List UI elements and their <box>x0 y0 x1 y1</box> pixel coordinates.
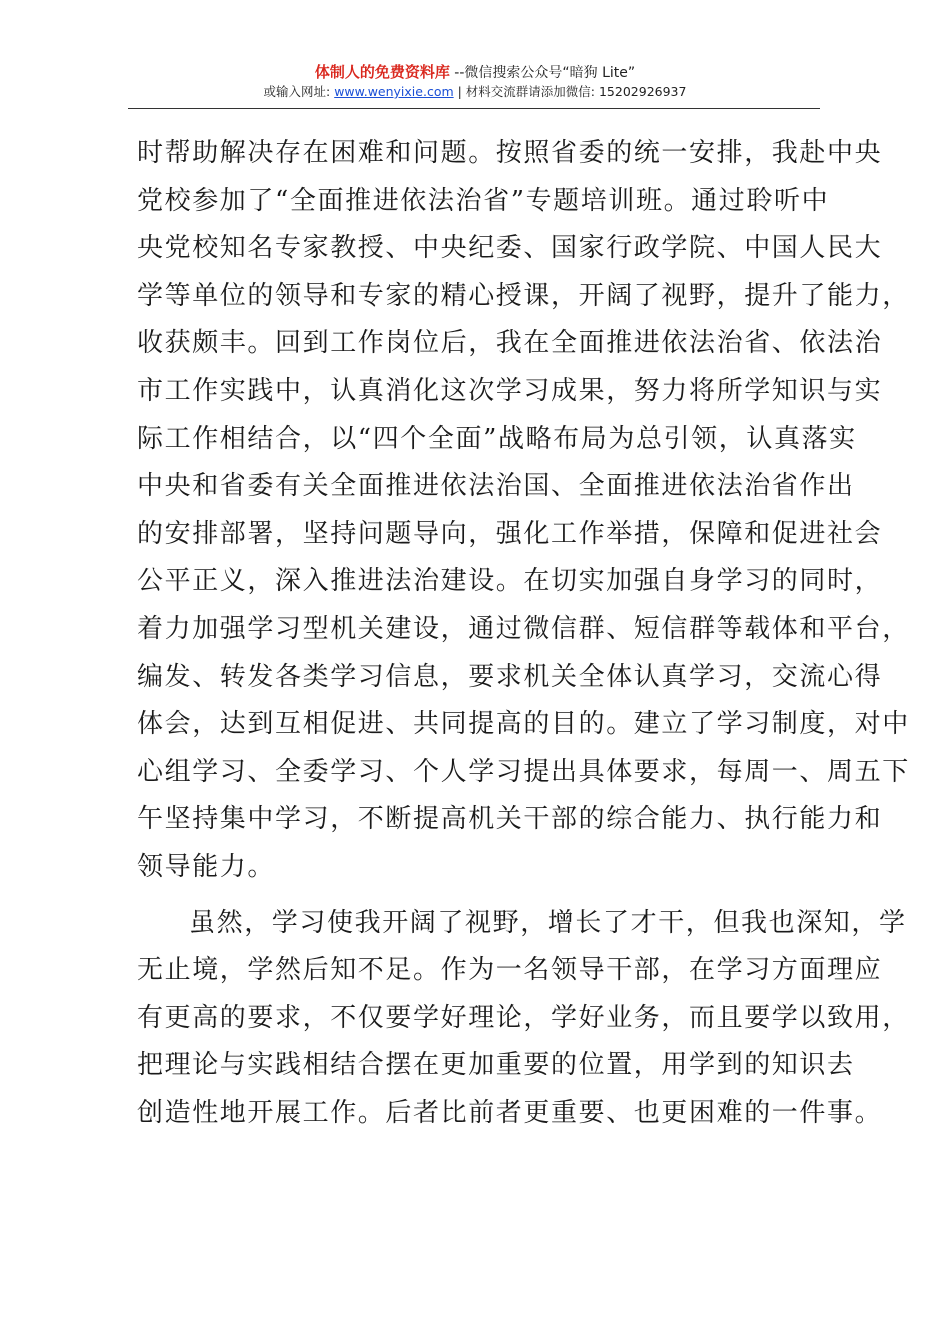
header-title-line <box>0 62 950 83</box>
contact-info: | 材料交流群请添加微信: 15202926937 <box>453 84 687 99</box>
text-line: 学等单位的领导和专家的精心授课，开阔了视野，提升了能力， <box>137 280 910 311</box>
text-line: 际工作相结合，以“四个全面”战略布局为总引领，认真落实 <box>137 423 857 454</box>
text-line: 编发、转发各类学习信息，要求机关全体认真学习，交流心得 <box>137 661 883 692</box>
text-line: 领导能力。 <box>137 851 276 882</box>
text-line: 时帮助解决存在困难和问题。按照省委的统一安排，我赴中央 <box>137 138 883 168</box>
text-line: 党校参加了“全面推进依法治省”专题培训班。通过聆听中 <box>137 185 830 216</box>
text-line: 市工作实践中，认真消化这次学习成果，努力将所学知识与实 <box>137 375 883 406</box>
url-prefix: 或输入网址: <box>263 84 335 99</box>
text-line: 收获颇丰。回到工作岗位后，我在全面推进依法治省、依法治 <box>137 328 883 359</box>
paragraph-2 <box>137 900 910 1138</box>
header-info-line <box>0 83 950 101</box>
text-line: 虽然，学习使我开阔了视野，增长了才干，但我也深知，学 <box>189 907 907 938</box>
page-header <box>0 62 950 101</box>
document-body <box>137 130 910 1137</box>
text-line: 体会，达到互相促进、共同提高的目的。建立了学习制度，对中 <box>137 709 910 740</box>
brand-title: 体制人的免费资料库 <box>314 63 450 81</box>
text-line: 中央和省委有关全面推进依法治国、全面推进依法治省作出 <box>137 471 855 502</box>
text-line: 的安排部署，坚持问题导向，强化工作举措，保障和促进社会 <box>137 518 883 549</box>
text-line: 无止境，学然后知不足。作为一名领导干部，在学习方面理应 <box>137 955 883 986</box>
text-line: 着力加强学习型机关建设，通过微信群、短信群等载体和平台， <box>137 613 910 644</box>
website-link[interactable]: www.wenyixie.com <box>334 84 454 99</box>
text-line: 有更高的要求，不仅要学好理论，学好业务，而且要学以致用， <box>137 1002 910 1033</box>
text-line: 央党校知名专家教授、中央纪委、国家行政学院、中国人民大 <box>137 233 883 264</box>
text-line: 创造性地开展工作。后者比前者更重要、也更困难的一件事。 <box>137 1097 883 1128</box>
header-divider <box>128 108 820 109</box>
text-line: 午坚持集中学习，不断提高机关干部的综合能力、执行能力和 <box>137 804 883 835</box>
paragraph-1 <box>137 130 910 892</box>
header-tagline: --微信搜索公众号“暗狗 Lite” <box>449 65 636 81</box>
text-line: 公平正义，深入推进法治建设。在切实加强自身学习的同时， <box>137 566 883 597</box>
text-line: 心组学习、全委学习、个人学习提出具体要求，每周一、周五下 <box>137 756 910 787</box>
text-line: 把理论与实践相结合摆在更加重要的位置，用学到的知识去 <box>137 1050 855 1081</box>
